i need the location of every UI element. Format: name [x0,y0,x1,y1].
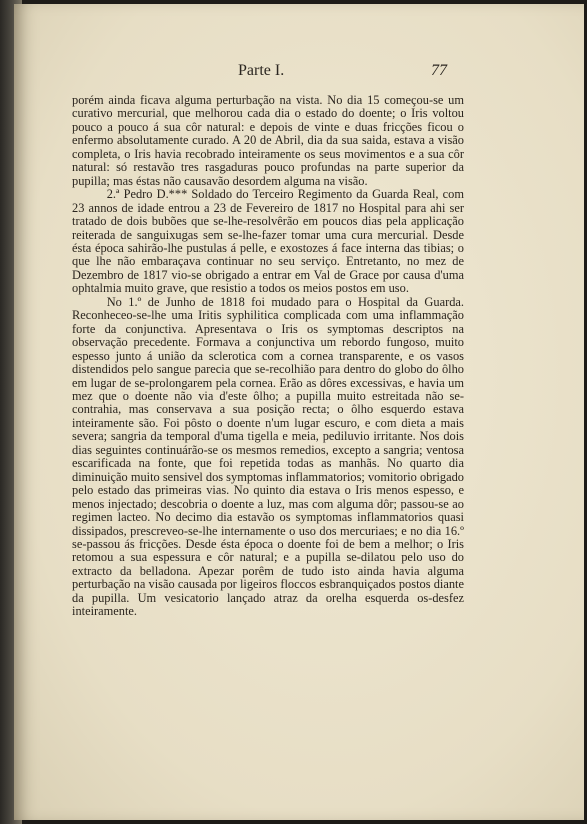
paragraph-case-two: 2.ª Pedro D.*** Soldado do Terceiro Regimento da Guarda Real, com 23 annos de idade entrou a 23 de Fevereiro de 1817 no Hospital para ahi ser tratado de dois bubões que se-lhe-resolvêrão em poucos dias pela applicação reiterada de sanguixugas sem se-lhe-fazer tomar uma cura mercurial. Desde ésta época sahirão-lhe pustulas á pelle, e exostozes á face interna das tibias; o que lhe não embaraçava continuar no seu serviço. Entretanto, no mez de Dezembro de 1817 vio-se obrigado a entrar em Val de Grace por causa d'uma ophtalmia muito grave, que resistio a todos os meios postos em uso. [72,187,464,296]
running-title: Parte I. [238,62,285,79]
body-text [72,94,464,619]
paragraph-continuation: porém ainda ficava alguma perturbação na vista. No dia 15 começou-se um curativo mercurial, que melhorou cada dia o estado do doente; o Iris voltou pouco a pouco á sua côr natural: e depois de vinte e duas fricções ficou o enfermo absolutamente curado. A 20 de Abril, dia da sua saida, estava a visão completa, o Iris havia recobrado inteiramente os seus movimentos e a sua côr natural: só restavão tres rasgaduras pouco profundas na parte superior da pupilla; mas éstas não causavão desordem alguma na visão. [72,93,464,188]
page-header [14,62,584,86]
paragraph-case-two-treatment: No 1.º de Junho de 1818 foi mudado para o Hospital da Guarda. Reconheceo-se-lhe uma Iritis syphilitica complicada com uma inflammação forte da conjunctiva. Apresentava o Iris os symptomas descriptos na observação precedente. Formava a conjunctiva um rebordo fungoso, muito espesso junto á união da sclerotica com a cornea transparente, e os vasos distendidos pelo sangue parecia que se-recolhião para dentro do globo do ôlho em lugar de se-prolongarem pela cornea. Erão as dôres excessivas, e havia um mez que o doente não via d'este ôlho; a pupilla muito estreitada não se-contrahia, mas conservava a sua posição recta; o ôlho esquerdo estava inteiramente são. Foi pôsto o doente n'um lugar escuro, e com dieta a mais severa; sangria da temporal d'uma tigella e meia, pediluvio irritante. Nos dois dias seguintes continuárão-se os mesmos remedios, excepto a sangria; ventosa escarificada na fonte, que foi repetida todas as manhãs. No quarto dia diminuição muito sensivel dos symptomas inflammatorios; vomitorio obrigado pelo estado das primeiras vias. No quinto dia estava o Iris menos espesso, e menos injectado; descobria o doente a luz, mas com alguma dôr; passou-se ao regimen lacteo. No decimo dia estavão os symptomas inflammatorios quasi dissipados, prescreveo-se-lhe internamente o uso dos mercuriaes; e no dia 16.º se-passou ás fricções. Desde ésta época o doente foi de bem a melhor; o Iris retomou a sua espessura e côr natural; e a pupilla se-dilatou pelo uso do extracto da belladona. Apezar porêm de tudo isto ainda havia alguma perturbação na visão causada por ligeiros floccos esbranquiçados postos diante da pupilla. Um vesicatorio lançado atraz da orelha esquerda os-desfez inteiramente. [72,294,464,619]
page-number: 77 [431,62,447,79]
page-sheet [14,4,584,820]
